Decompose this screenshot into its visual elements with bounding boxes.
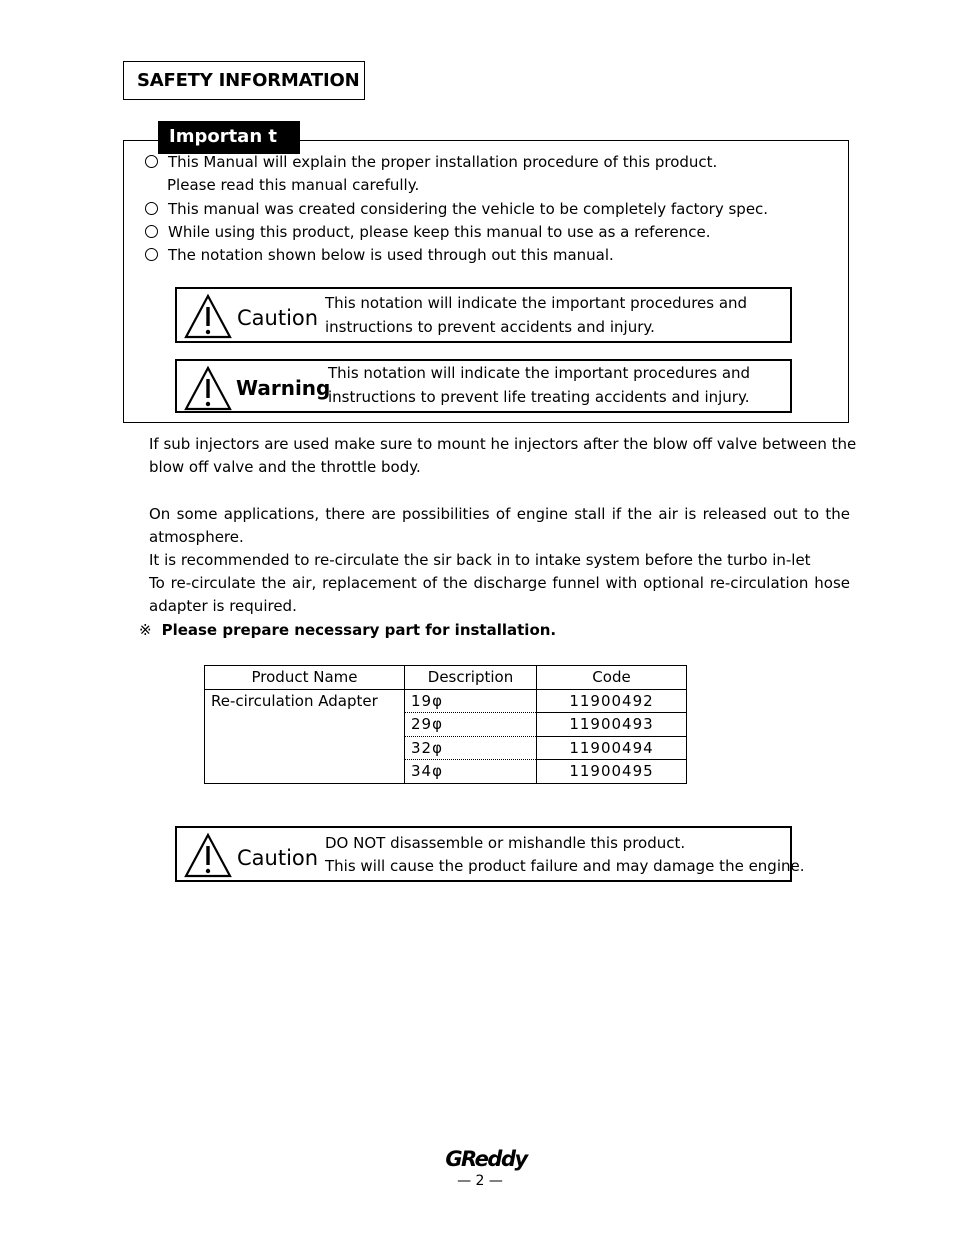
description-cell: 32φ: [405, 736, 537, 760]
prepare-note: [139, 619, 556, 641]
logo-text: GReddy: [445, 1147, 527, 1171]
caution-text: This notation will indicate the important procedures and instructions to prevent accidents and injury.: [325, 294, 748, 336]
circle-bullet-icon: [145, 202, 158, 215]
circle-bullet-icon: [145, 248, 158, 261]
bullet-item: This manual was created considering the vehicle to be completely factory spec.: [145, 198, 768, 220]
bottom-caution-note: [175, 826, 805, 882]
bullet-item: While using this product, please keep this manual to use as a reference.: [145, 221, 711, 243]
important-tab: Importan t: [158, 121, 300, 154]
circle-bullet-icon: [145, 225, 158, 238]
description-cell: 34φ: [405, 760, 537, 784]
table-header-row: [205, 666, 687, 690]
table-header: Product Name: [205, 666, 405, 690]
paragraph-sub-injectors: If sub injectors are used make sure to mount he injectors after the blow off valve between the blow off valve and the throttle body.: [149, 435, 857, 476]
bullet-item: This Manual will explain the proper installation procedure of this product.: [145, 151, 717, 173]
code-cell: 11900493: [537, 713, 687, 737]
code-cell: 11900494: [537, 736, 687, 760]
caution-label: Caution: [237, 306, 319, 330]
page-number: — 2 —: [457, 1173, 503, 1189]
paragraph-recirculation: On some applications, there are possibilities of engine stall if the air is released out to the atmosphere. It is recommended to re-circulate the sir back in to intake system before the turbo in-let To re-circulate the air, replacement of the discharge funnel with optional re-circulation hose adapter is required.: [149, 505, 850, 615]
product-name-cell: Re-circulation Adapter: [205, 689, 405, 783]
code-cell: 11900495: [537, 760, 687, 784]
table-row: [205, 689, 687, 713]
caution-note: [175, 287, 792, 343]
warning-label: Warning: [236, 376, 331, 400]
circle-bullet-icon: [145, 155, 158, 168]
bullet-continuation: Please read this manual carefully.: [167, 176, 420, 194]
caution-label: Caution: [237, 846, 319, 870]
table-header: Code: [537, 666, 687, 690]
page-title: SAFETY INFORMATION: [123, 61, 365, 100]
description-cell: 29φ: [405, 713, 537, 737]
prepare-text: Please prepare necessary part for installation.: [161, 621, 557, 639]
greddy-logo: [436, 1147, 536, 1171]
parts-table: [204, 665, 687, 784]
warning-triangle-icon: [183, 293, 233, 339]
warning-text: This notation will indicate the important procedures and instructions to prevent life treating accidents and injury.: [328, 364, 751, 406]
warning-triangle-icon: [183, 365, 233, 411]
bullet-item: The notation shown below is used through out this manual.: [145, 244, 614, 266]
warning-note: [175, 359, 792, 413]
warning-triangle-icon: [183, 832, 233, 878]
description-cell: 19φ: [405, 689, 537, 713]
code-cell: 11900492: [537, 689, 687, 713]
bottom-caution-text: DO NOT disassemble or mishandle this product. This will cause the product failure and may damage the engine.: [325, 834, 805, 875]
reference-mark: ※: [139, 621, 152, 639]
table-header: Description: [405, 666, 537, 690]
